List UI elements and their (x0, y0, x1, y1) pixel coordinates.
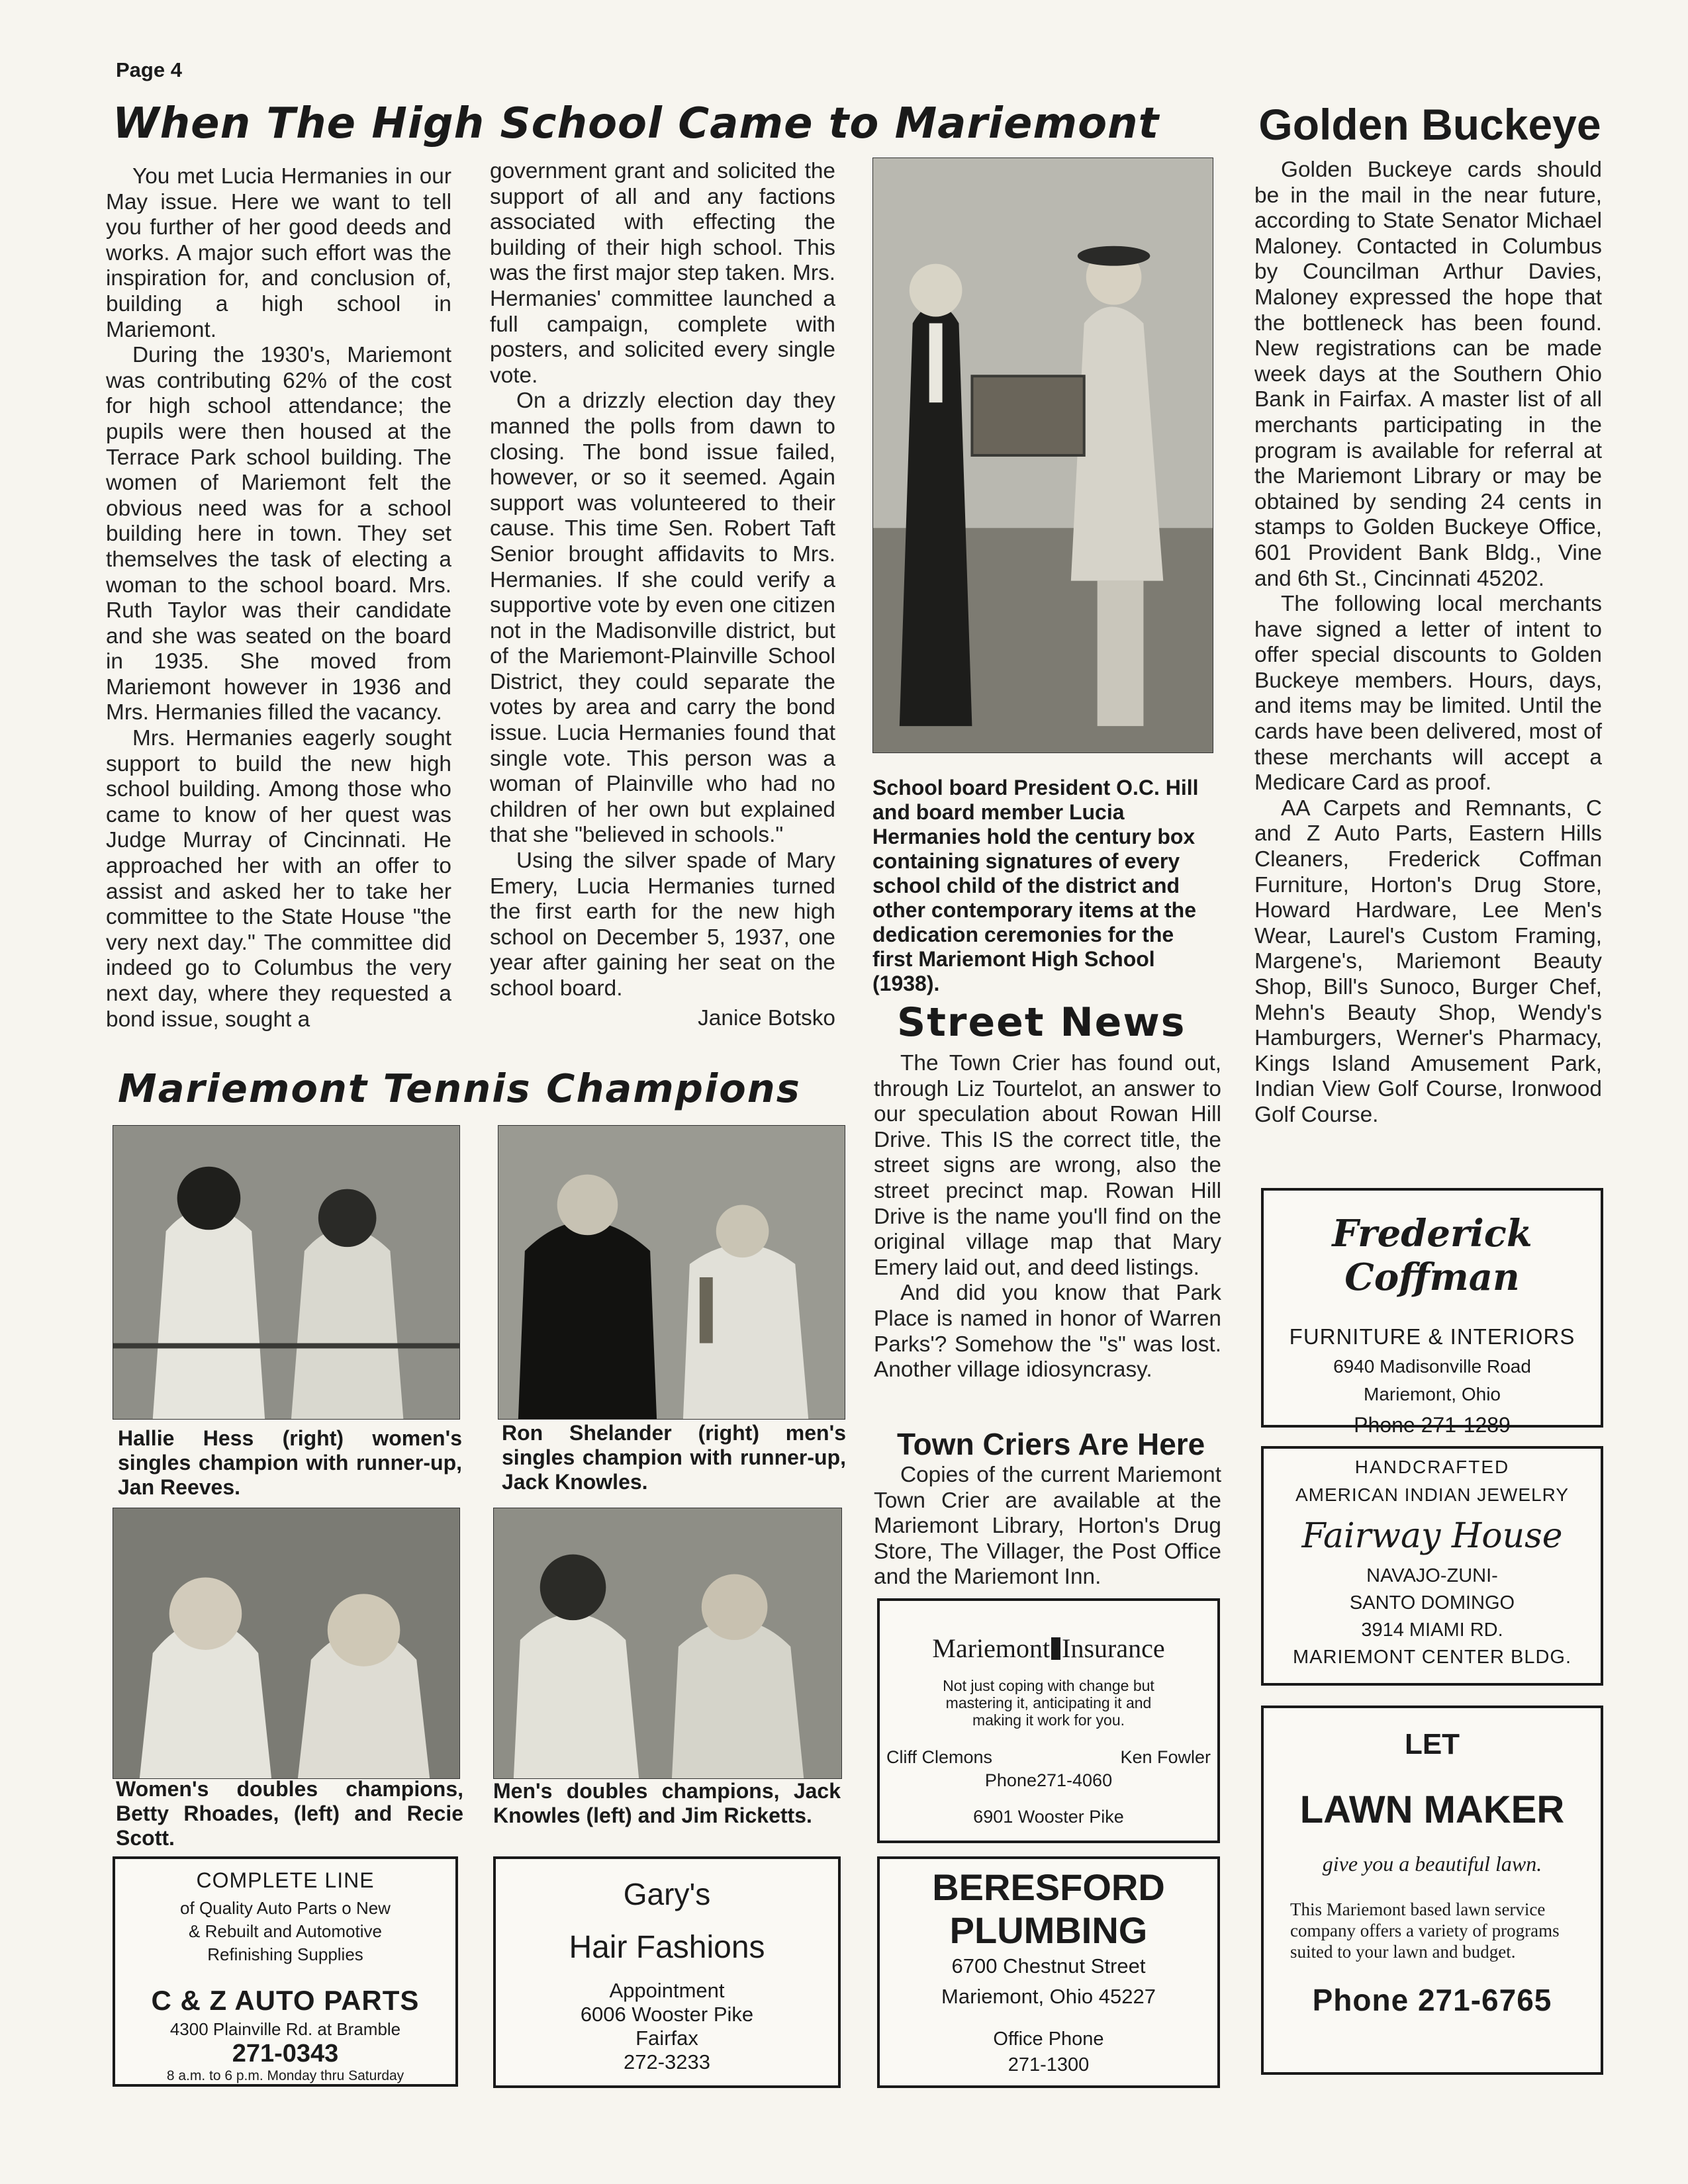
insurance-agent-1: Cliff Clemons (886, 1747, 993, 1767)
insurance-body: Not just coping with change but mastering it, anticipating it and making it work for you. (943, 1677, 1154, 1729)
dedication-photo (872, 158, 1213, 753)
garys-name1: Gary's (623, 1877, 711, 1911)
ad-frederick-coffman (1261, 1188, 1603, 1437)
golden-buckeye-headline: Golden Buckeye (1258, 100, 1601, 149)
tennis-caption-mens-doubles: Men's doubles champions, Jack Knowles (left) and Jim Ricketts. (493, 1779, 841, 1827)
auto-line1: COMPLETE LINE (196, 1868, 375, 1892)
coffman-line1: FURNITURE & INTERIORS (1289, 1324, 1575, 1349)
beresford-line3: Office Phone (993, 2028, 1104, 2050)
insurance-phone: Phone271-4060 (984, 1770, 1113, 1790)
auto-line3: & Rebuilt and Automotive (189, 1921, 382, 1941)
beresford-phone: 271-1300 (1008, 2054, 1090, 2075)
article-paragraph: You met Lucia Hermanies in our May issue. Here we want to tell you further of her good deeds and works. A major such effort was the inspiration for, and conclusion of, building a high school in Mariemont. (106, 164, 451, 342)
tennis-photo-mens-singles (498, 1125, 845, 1420)
golden-buckeye-article (1254, 158, 1602, 1128)
insurance-agent-2: Ken Fowler (1120, 1747, 1211, 1767)
fairway-line2: SANTO DOMINGO (1349, 1592, 1515, 1614)
article-paragraph: Using the silver spade of Mary Emery, Lucia Hermanies turned the first earth for the new high school on December 5, 1937, one year after gaining her seat on the school board. (490, 848, 835, 1001)
tennis-photo-womens-doubles (113, 1508, 460, 1779)
beresford-name2: PLUMBING (949, 1909, 1148, 1951)
ad-mariemont-insurance (877, 1598, 1220, 1843)
article-paragraph: AA Carpets and Remnants, C and Z Auto Parts, Eastern Hills Cleaners, Frederick Coffman Furniture, Horton's Drug Store, Howard Hardware, Lee Men's Wear, Laurel's Custom Framing, Margene's, Mariemont Beauty Shop, Bill's Sunoco, Burger Chef, Mehn's Beauty Shop, Wendy's Hamburgers, Werner's Pharmacy, Kings Island Amusement Park, Indian View Golf Course, Ironwood Golf Course. (1254, 796, 1602, 1127)
tennis-caption-womens-singles: Hallie Hess (right) women's singles champion with runner-up, Jan Reeves. (118, 1426, 462, 1499)
street-news-article (874, 1051, 1221, 1383)
fairway-line3: 3914 MIAMI RD. (1361, 1619, 1503, 1641)
garys-line2: 6006 Wooster Pike (580, 2003, 754, 2026)
auto-line4: Refinishing Supplies (207, 1944, 363, 1964)
insurance-agents (886, 1747, 1211, 1768)
tennis-photo-mens-doubles (493, 1508, 842, 1779)
garys-name2: Hair Fashions (569, 1930, 765, 1965)
article-paragraph: The Town Crier has found out, through Liz Tourtelot, an answer to our speculation about Rowan Hill Drive. This IS the correct title, the street signs are wrong, also the street precinct map. Rowan Hill Drive is the name you'll find on the original village map that Mary Emery laid out, and deed listings. (874, 1051, 1221, 1280)
article-paragraph: On a drizzly election day they manned the polls from dawn to closing. The bond issue failed, however, or so it seemed. Again support was volunteered to their cause. This time Sen. Robert Taft Senior brought affidavits to Mrs. Hermanies. If she could verify a supportive vote by even one citizen not in the Madisonville district, but of the Mariemont-Plainville School District, they could separate the votes by area and carry the bond issue. Lucia Hermanies found that single vote. This person was a woman of Plainville who had no children of her own but explained that she "believed in schools." (490, 388, 835, 848)
town-criers-headline: Town Criers Are Here (897, 1427, 1205, 1461)
article-column-1 (106, 164, 451, 1032)
fairway-line1: NAVAJO-ZUNI- (1366, 1565, 1498, 1586)
ad-lawn-maker (1261, 1706, 1603, 2075)
tennis-photo-womens-singles (113, 1125, 460, 1420)
garys-phone: 272-3233 (623, 2050, 710, 2073)
town-criers-article (874, 1463, 1221, 1590)
ad-cz-auto-parts (113, 1856, 458, 2087)
beresford-line1: 6700 Chestnut Street (951, 1954, 1146, 1978)
article-paragraph: government grant and solicited the support of all and any factions associated with effecting the building of their high school. This was the first major step taken. Mrs. Hermanies' committee launched a full campaign, complete with posters, and solicited every single vote. (490, 159, 835, 388)
article-paragraph: Copies of the current Mariemont Town Crier are available at the Mariemont Library, Horton's Drug Store, The Villager, the Post Office and the Mariemont Inn. (874, 1463, 1221, 1590)
coffman-name: Frederick Coffman (1332, 1212, 1532, 1299)
tennis-headline: Mariemont Tennis Champions (118, 1066, 801, 1111)
ad-beresford-plumbing (877, 1856, 1220, 2088)
lawn-name: LAWN MAKER (1299, 1788, 1565, 1831)
article-column-2 (490, 159, 835, 1031)
article-paragraph: Golden Buckeye cards should be in the mail in the near future, according to State Senator Michael Maloney. Contacted in Columbus by Councilman Arthur Davies, Maloney expressed the hope that the bottleneck has been found. New registrations can be made week days at the Southern Ohio Bank in Fairfax. A master list of all merchants participating in the program is available for referral at the Mariemont Library or may be obtained by sending 24 cents in stamps to Golden Buckeye Office, 601 Provident Bank Bldg., Vine and 6th St., Cincinnati 45202. (1254, 158, 1602, 591)
article-paragraph: The following local merchants have signed a letter of intent to offer special discounts to Golden Buckeye members. Hours, days, and items may be limited. Until the cards have been delivered, most of these merchants will accept a Medicare Card as proof. (1254, 592, 1602, 796)
tennis-caption-mens-singles: Ron Shelander (right) men's singles champion with runner-up, Jack Knowles. (502, 1421, 846, 1494)
insurance-name (880, 1633, 1217, 1664)
insurance-name-left: Mariemont (932, 1633, 1051, 1663)
beresford-name1: BERESFORD (932, 1866, 1165, 1908)
lawn-let: LET (1404, 1728, 1460, 1760)
garys-line1: Appointment (609, 1979, 725, 2002)
byline: Janice Botsko (698, 1005, 835, 1030)
insurance-address: 6901 Wooster Pike (973, 1807, 1124, 1827)
insurance-logo-icon (1051, 1637, 1060, 1660)
auto-line2: of Quality Auto Parts o New (180, 1898, 391, 1918)
ad-fairway-house (1261, 1446, 1603, 1686)
garys-line3: Fairfax (635, 2026, 698, 2050)
insurance-name-right: Insurance (1062, 1633, 1165, 1663)
dedication-photo-caption: School board President O.C. Hill and board member Lucia Hermanies hold the century box containing signatures of every school child of the district and other contemporary items at the dedication ceremonies for the first Mariemont High School (1938). (872, 776, 1199, 995)
auto-hours: 8 a.m. to 6 p.m. Monday thru Saturday (166, 2068, 404, 2083)
auto-address: 4300 Plainville Rd. at Bramble (169, 2019, 401, 2039)
article-paragraph: And did you know that Park Place is named in honor of Warren Parks'? Somehow the "s" was lost. Another village idiosyncrasy. (874, 1281, 1221, 1383)
page-number: Page 4 (116, 58, 182, 81)
article-paragraph: During the 1930's, Mariemont was contributing 62% of the cost for high school attendance; the pupils were then housed at the Terrace Park school building. The women of Mariemont felt the obvious need was for a school building here in town. They set themselves the task of electing a woman to the school board. Mrs. Ruth Taylor was their candidate and she was seated on the board in 1935. She moved from Mariemont however in 1936 and Mrs. Hermanies filled the vacancy. (106, 343, 451, 725)
fairway-top1: HANDCRAFTED (1354, 1457, 1510, 1477)
coffman-line2: 6940 Madisonville Road (1333, 1356, 1531, 1377)
coffman-phone: Phone 271-1289 (1354, 1413, 1511, 1437)
beresford-line2: Mariemont, Ohio 45227 (941, 1985, 1156, 2008)
auto-name: C & Z AUTO PARTS (151, 1985, 420, 2016)
fairway-top2: AMERICAN INDIAN JEWELRY (1295, 1484, 1569, 1505)
fairway-line4: MARIEMONT CENTER BLDG. (1292, 1647, 1572, 1668)
main-headline: When The High School Came to Mariemont (113, 99, 1160, 148)
lawn-body: This Mariemont based lawn service company offers a variety of programs suited to your lawn and budget. (1290, 1899, 1560, 1962)
auto-phone: 271-0343 (232, 2040, 339, 2068)
fairway-name: Fairway House (1301, 1516, 1563, 1556)
coffman-line3: Mariemont, Ohio (1364, 1384, 1501, 1404)
lawn-tagline: give you a beautiful lawn. (1322, 1852, 1542, 1876)
ad-garys-hair-fashions (493, 1856, 841, 2088)
lawn-phone: Phone 271-6765 (1312, 1983, 1552, 2017)
street-news-headline: Street News (897, 999, 1186, 1046)
tennis-caption-womens-doubles: Women's doubles champions, Betty Rhoades, (left) and Recie Scott. (116, 1777, 463, 1850)
article-paragraph: Mrs. Hermanies eagerly sought support to build the new high school building. Among those who came to know of her quest was Judge Murray of Cincinnati. He approached her with an offer to assist and asked her to take her committee to the State House "the very next day." The committee did indeed go to Columbus the very next day, where they requested a bond issue, sought a (106, 726, 451, 1032)
